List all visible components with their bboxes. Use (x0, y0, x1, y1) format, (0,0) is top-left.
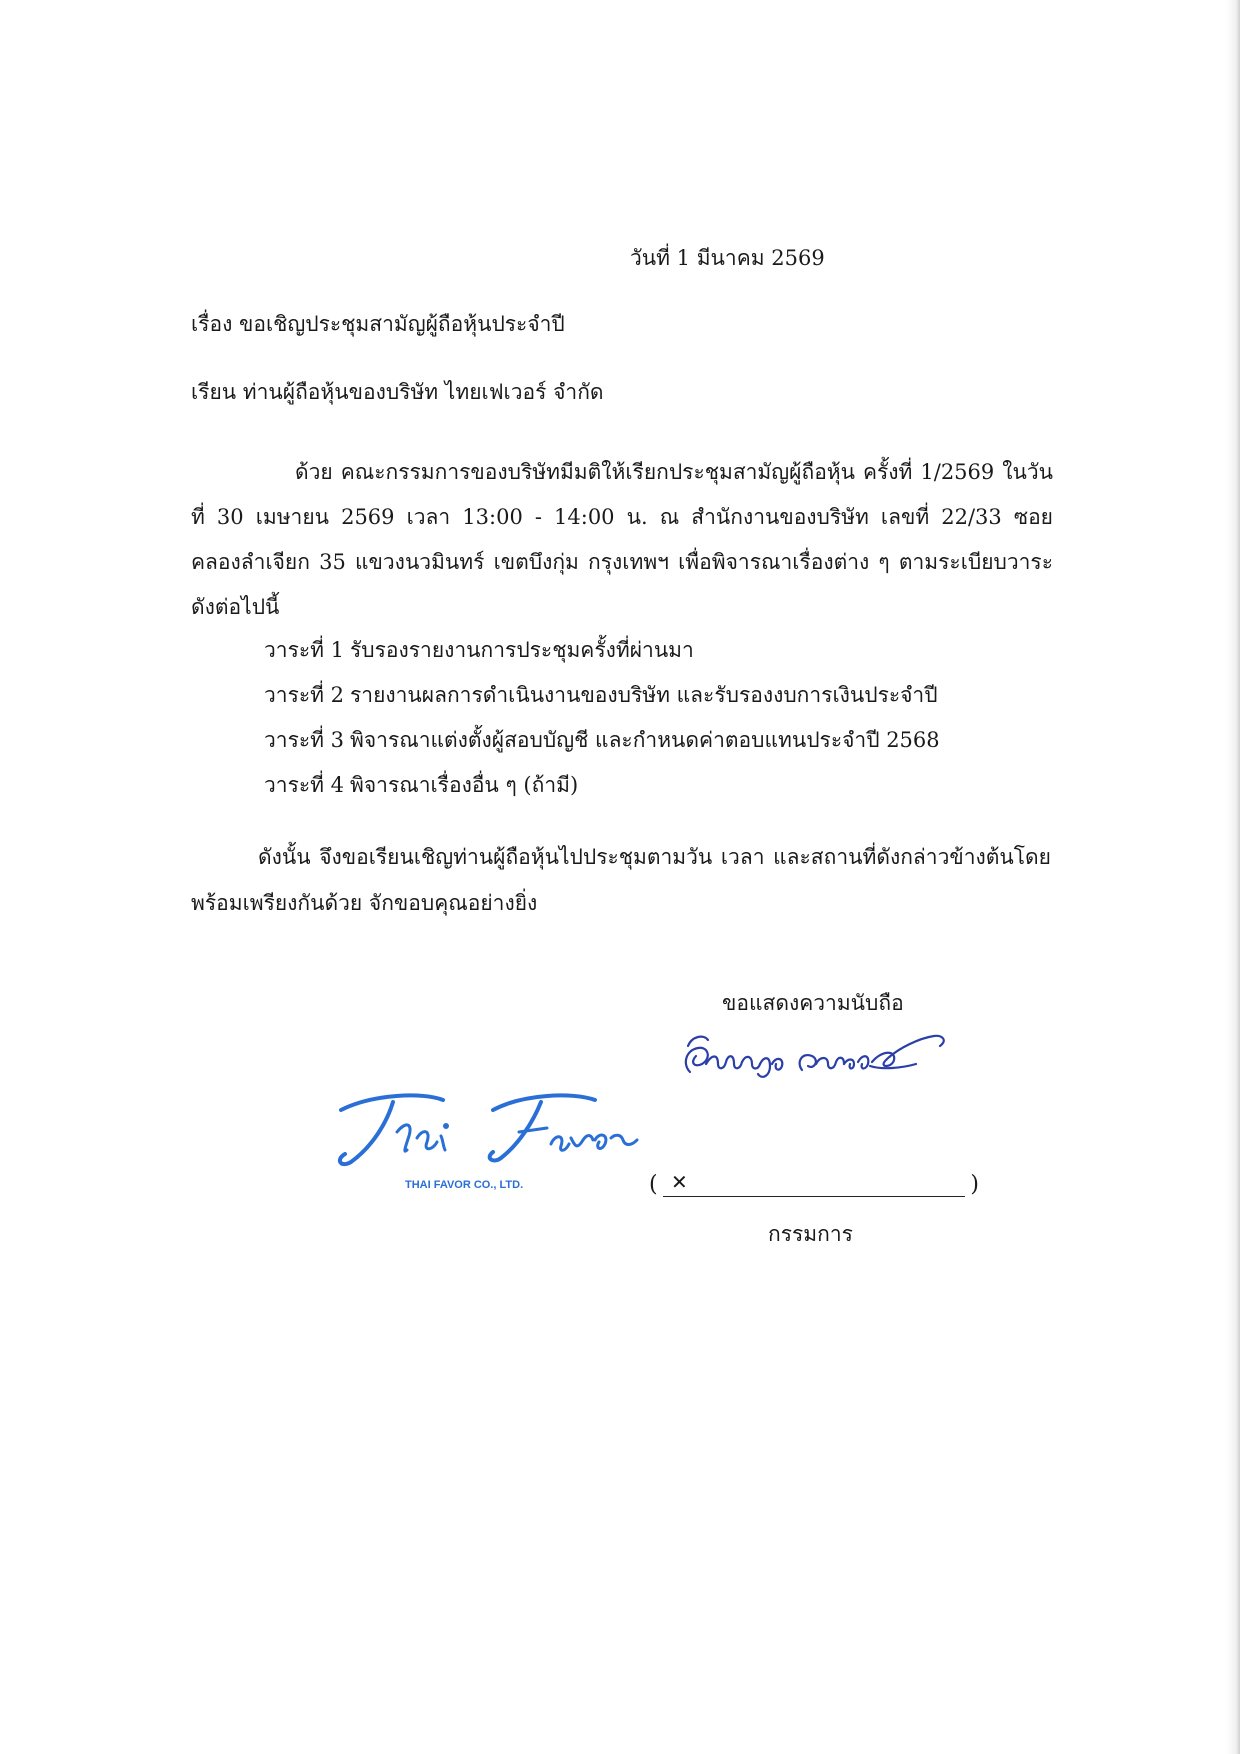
agenda-item-2 (264, 685, 938, 706)
signature-line (649, 1168, 979, 1204)
agenda-number: วาระที่ 2 (264, 683, 345, 707)
stamp-company-name: THAI FAVOR CO., LTD. (405, 1179, 524, 1191)
signature-rule (663, 1196, 965, 1197)
regards-text: ขอแสดงความนับถือ (722, 991, 904, 1015)
signature-paren-close: ) (970, 1172, 979, 1197)
letter-salutation: เรียน ท่านผู้ถือหุ้นของบริษัท ไทยเฟเวอร์ จำกัด (191, 380, 604, 404)
agenda-item-4 (264, 775, 578, 796)
letter-body-paragraph: ด้วย คณะกรรมการของบริษัทมีมติให้เรียกประชุมสามัญผู้ถือหุ้น ครั้งที่ 1/2569 ในวันที่ 30 เมษายน 2569 เวลา 13:00 - 14:00 น. ณ สำนักงานของบริษัท เลขที่ 22/33 ซอยคลองลำเจียก 35 แขวงนวมินทร์ เขตบึงกุ่ม กรุงเทพฯ เพื่อพิจารณาเรื่องต่าง ๆ ตามระเบียบวาระดังต่อไปนี้ (191, 460, 1053, 619)
agenda-item-3 (264, 730, 940, 751)
company-stamp (333, 1088, 643, 1200)
agenda-text: รายงานผลการดำเนินงานของบริษัท และรับรองงบการเงินประจำปี (350, 683, 938, 707)
page-edge-shadow (1226, 0, 1240, 1754)
agenda-text: รับรองรายงานการประชุมครั้งที่ผ่านมา (350, 638, 694, 662)
signer-role: กรรมการ (768, 1222, 853, 1246)
agenda-item-1 (264, 640, 694, 661)
agenda-number: วาระที่ 1 (264, 638, 345, 662)
agenda-text: พิจารณาแต่งตั้งผู้สอบบัญชี และกำหนดค่าตอบแทนประจำปี 2568 (350, 728, 940, 752)
agenda-number: วาระที่ 3 (264, 728, 345, 752)
signature-paren-open: ( (649, 1172, 658, 1197)
handwritten-signature (672, 1024, 952, 1104)
letter-closing-paragraph: ดังนั้น จึงขอเรียนเชิญท่านผู้ถือหุ้นไปประชุมตามวัน เวลา และสถานที่ดังกล่าวข้างต้นโดยพร้อมเพรียงกันด้วย จักขอบคุณอย่างยิ่ง (191, 845, 1051, 915)
letter-date: วันที่ 1 มีนาคม 2569 (630, 246, 825, 270)
agenda-number: วาระที่ 4 (264, 773, 345, 797)
agenda-text: พิจารณาเรื่องอื่น ๆ (ถ้ามี) (350, 773, 579, 797)
letter-subject: เรื่อง ขอเชิญประชุมสามัญผู้ถือหุ้นประจำปี (191, 312, 565, 336)
signature-mark: ✕ (671, 1170, 688, 1194)
